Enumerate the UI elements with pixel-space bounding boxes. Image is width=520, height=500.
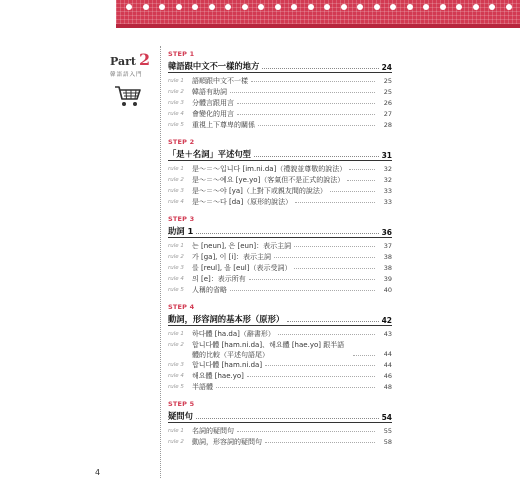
band-hole — [275, 4, 281, 10]
rule-page: 33 — [383, 198, 392, 206]
part-heading — [110, 50, 158, 69]
rule-entry[interactable] — [168, 109, 392, 120]
rule-tag: rule 2 — [168, 177, 184, 183]
leader-dots — [294, 268, 375, 269]
rule-page: 39 — [383, 275, 392, 283]
divider-dotted — [160, 46, 161, 478]
rule-entry[interactable] — [168, 241, 392, 252]
band-hole — [258, 4, 264, 10]
rule-text: 합니다體 [ham.ni.da]、해요體 [hae.yo] 跟半語體的比較（平述句語尾） — [192, 341, 345, 359]
rule-entry[interactable] — [168, 340, 392, 360]
rule-text: 名詞的疑問句 — [192, 427, 234, 435]
step-page: 31 — [381, 151, 392, 160]
band-hole — [423, 4, 429, 10]
rule-text: 하다體 [ha.da]（辭書形） — [192, 330, 275, 338]
rule-page: 25 — [383, 77, 392, 85]
rule-page: 25 — [383, 88, 392, 96]
rule-tag: rule 2 — [168, 439, 184, 445]
leader-dots — [237, 103, 375, 104]
rule-tag: rule 2 — [168, 254, 184, 260]
rule-text: 是～＝～예요 [ye.yo]（客氣但不是正式的說法） — [192, 176, 345, 184]
band-hole — [143, 4, 149, 10]
band-hole — [225, 4, 231, 10]
leader-dots — [294, 246, 375, 247]
band-hole — [176, 4, 182, 10]
leader-dots — [330, 191, 375, 192]
toc-step-section — [168, 50, 392, 131]
rule-page: 46 — [383, 372, 392, 380]
leader-dots — [196, 233, 378, 234]
leader-dots — [251, 81, 375, 82]
rule-tag: rule 4 — [168, 276, 184, 282]
rule-page: 32 — [383, 165, 392, 173]
leader-dots — [254, 156, 379, 157]
band-hole — [390, 4, 396, 10]
rule-entry[interactable] — [168, 120, 392, 131]
leader-dots — [347, 180, 375, 181]
rule-tag: rule 4 — [168, 199, 184, 205]
toc-step-section — [168, 400, 392, 448]
band-hole — [192, 4, 198, 10]
leader-dots — [278, 334, 375, 335]
rule-entry[interactable] — [168, 87, 392, 98]
rule-tag: rule 5 — [168, 122, 184, 128]
rule-tag: rule 4 — [168, 373, 184, 379]
rule-text: 韓語有助詞 — [192, 88, 227, 96]
rule-entry[interactable] — [168, 274, 392, 285]
rule-tag: rule 1 — [168, 78, 184, 84]
rule-tag: rule 2 — [168, 342, 184, 348]
leader-dots — [287, 321, 378, 322]
rule-tag: rule 3 — [168, 188, 184, 194]
rule-entry[interactable] — [168, 175, 392, 186]
leader-dots — [230, 92, 375, 93]
rule-page: 58 — [383, 438, 392, 446]
rule-entry[interactable] — [168, 164, 392, 175]
rule-page: 28 — [383, 121, 392, 129]
leader-dots — [237, 114, 375, 115]
leader-dots — [262, 68, 378, 69]
shopping-cart-icon — [114, 84, 158, 112]
leader-dots — [216, 387, 375, 388]
band-hole — [209, 4, 215, 10]
rule-tag: rule 1 — [168, 166, 184, 172]
rule-entry[interactable] — [168, 360, 392, 371]
rule-entry[interactable] — [168, 437, 392, 448]
rule-text: 합니다體 [ham.ni.da] — [192, 361, 263, 369]
rule-page: 38 — [383, 253, 392, 261]
leader-dots — [353, 355, 375, 356]
rule-page: 32 — [383, 176, 392, 184]
band-hole — [456, 4, 462, 10]
band-hole — [291, 4, 297, 10]
rule-page: 38 — [383, 264, 392, 272]
leader-dots — [295, 202, 375, 203]
rule-text: 重視上下尊卑的關係 — [192, 121, 255, 129]
leader-dots — [265, 442, 375, 443]
band-edge — [116, 24, 520, 28]
rule-text: 是～＝～다 [da]（原形的說法） — [192, 198, 293, 206]
rule-entry[interactable] — [168, 197, 392, 208]
leader-dots — [258, 125, 375, 126]
rule-entry[interactable] — [168, 371, 392, 382]
step-label: STEP 3 — [168, 215, 195, 223]
rule-entry[interactable] — [168, 329, 392, 340]
rule-text: 가 [ga], 이 [i]：表示主詞 — [192, 253, 272, 261]
band-hole — [159, 4, 165, 10]
page-number: 4 — [95, 468, 101, 477]
step-page: 54 — [381, 413, 392, 422]
step-title: 助詞 1 — [168, 226, 194, 236]
step-title: 「是＋名詞」平述句型 — [168, 149, 251, 159]
leader-dots — [237, 431, 375, 432]
step-label: STEP 1 — [168, 50, 195, 58]
band-hole — [407, 4, 413, 10]
rule-page: 43 — [383, 330, 392, 338]
rule-text: 해요體 [hae.yo] — [192, 372, 244, 380]
leader-dots — [247, 376, 375, 377]
rule-tag: rule 4 — [168, 111, 184, 117]
rule-entry[interactable] — [168, 285, 392, 296]
step-heading[interactable] — [168, 58, 392, 73]
step-label: STEP 2 — [168, 138, 195, 146]
band-hole — [489, 4, 495, 10]
step-heading[interactable] — [168, 311, 392, 326]
band-hole — [308, 4, 314, 10]
rule-entry[interactable] — [168, 382, 392, 393]
rule-tag: rule 1 — [168, 331, 184, 337]
rule-page: 33 — [383, 187, 392, 195]
toc-step-section — [168, 303, 392, 393]
step-title: 韓語跟中文不一樣的地方 — [168, 61, 260, 71]
leader-dots — [265, 365, 375, 366]
band-hole — [126, 4, 132, 10]
band-hole — [473, 4, 479, 10]
rule-text: 의 [e]：表示所有 — [192, 275, 246, 283]
step-label: STEP 5 — [168, 400, 195, 408]
rule-text: 分體言跟用言 — [192, 99, 234, 107]
rule-text: 語順跟中文不一樣 — [192, 77, 248, 85]
leader-dots — [274, 257, 375, 258]
rule-page: 27 — [383, 110, 392, 118]
band-hole — [357, 4, 363, 10]
step-page: 24 — [381, 63, 392, 72]
step-page: 42 — [381, 316, 392, 325]
rule-entry[interactable] — [168, 186, 392, 197]
part-subtitle: 韓語語入門 — [110, 72, 143, 78]
leader-dots — [230, 290, 375, 291]
rule-tag: rule 3 — [168, 265, 184, 271]
step-heading[interactable] — [168, 408, 392, 423]
step-heading[interactable] — [168, 146, 392, 161]
step-label: STEP 4 — [168, 303, 195, 311]
rule-entry[interactable] — [168, 426, 392, 437]
rule-text: 를 [reul], 을 [eul]（表示受詞） — [192, 264, 292, 272]
rule-entry[interactable] — [168, 263, 392, 274]
rule-text: 是～＝～입니다 [im.ni.da]（禮貌並尊敬的說法） — [192, 165, 347, 173]
band-hole — [374, 4, 380, 10]
step-page: 36 — [381, 228, 392, 237]
rule-page: 40 — [383, 286, 392, 294]
band-pattern — [116, 0, 520, 28]
rule-text: 會變化的用言 — [192, 110, 234, 118]
rule-text: 人稱的省略 — [192, 286, 227, 294]
part-sidebar — [110, 50, 158, 112]
rule-tag: rule 3 — [168, 362, 184, 368]
leader-dots — [196, 418, 379, 419]
part-number: 2 — [138, 50, 151, 69]
rule-text: 是～＝～야 [ya]（上對下或親友間的說法） — [192, 187, 327, 195]
rule-text: 는 [neun], 은 [eun]：表示主詞 — [192, 242, 292, 250]
rule-page: 26 — [383, 99, 392, 107]
table-of-contents — [168, 50, 392, 455]
rule-page: 44 — [383, 350, 392, 358]
band-hole — [324, 4, 330, 10]
step-title: 疑問句 — [168, 411, 193, 421]
rule-page: 37 — [383, 242, 392, 250]
part-word: Part — [110, 55, 136, 68]
band-hole — [242, 4, 248, 10]
rule-entry[interactable] — [168, 76, 392, 87]
rule-tag: rule 5 — [168, 384, 184, 390]
rule-entry[interactable] — [168, 252, 392, 263]
leader-dots — [349, 169, 375, 170]
rule-page: 48 — [383, 383, 392, 391]
rule-text: 半語體 — [192, 383, 213, 391]
band-hole — [440, 4, 446, 10]
rule-entry[interactable] — [168, 98, 392, 109]
rule-text: 動詞，形容詞的疑問句 — [192, 438, 262, 446]
band-hole — [341, 4, 347, 10]
band-hole — [506, 4, 512, 10]
toc-step-section — [168, 138, 392, 208]
rule-tag: rule 1 — [168, 243, 184, 249]
step-heading[interactable] — [168, 223, 392, 238]
rule-page: 44 — [383, 361, 392, 369]
step-title: 動詞，形容詞的基本形（原形） — [168, 314, 285, 324]
rule-page: 55 — [383, 427, 392, 435]
top-decorative-band — [0, 0, 520, 28]
toc-step-section — [168, 215, 392, 296]
leader-dots — [249, 279, 375, 280]
rule-tag: rule 2 — [168, 89, 184, 95]
rule-tag: rule 3 — [168, 100, 184, 106]
rule-tag: rule 1 — [168, 428, 184, 434]
rule-tag: rule 5 — [168, 287, 184, 293]
